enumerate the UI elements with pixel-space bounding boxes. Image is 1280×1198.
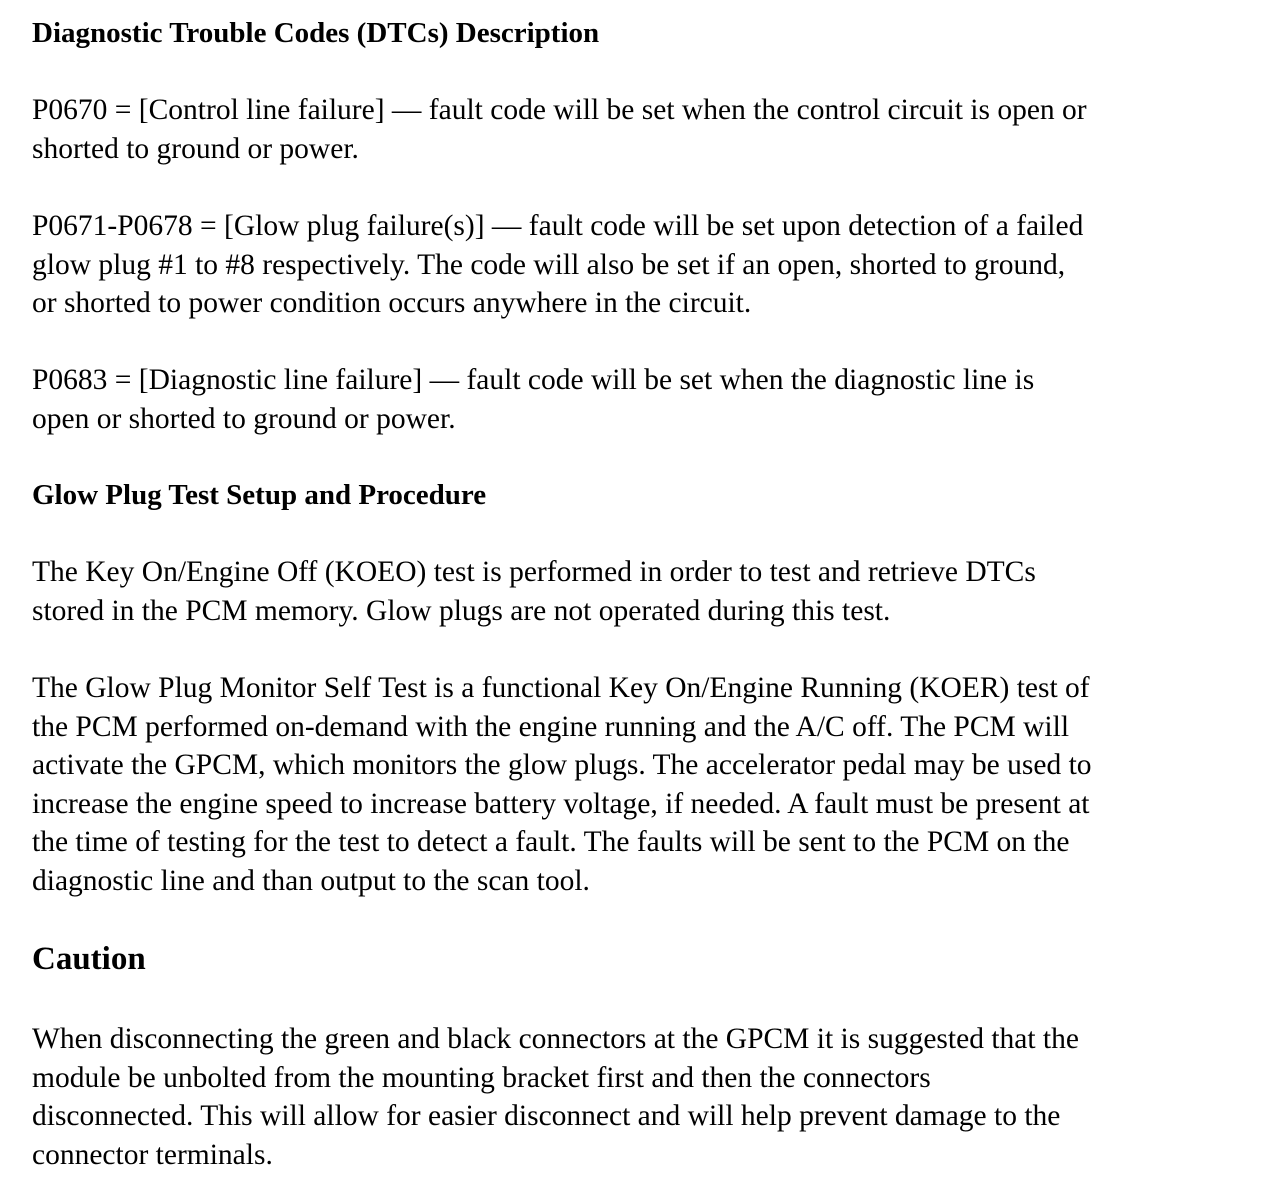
text-line: P0671-P0678 = [Glow plug failure(s)] — fault code will be set upon detection of a failed [32,210,1084,242]
p0683-description [32,361,1034,438]
text-line: open or shorted to ground or power. [32,402,456,435]
text-line: increase the engine speed to increase battery voltage, if needed. A fault must be present at [32,787,1090,820]
text-line: the time of testing for the test to detect a fault. The faults will be sent to the PCM on the [32,826,1070,858]
dtc-section-heading: Diagnostic Trouble Codes (DTCs) Description [32,17,600,49]
text-line: shorted to ground or power. [32,132,359,165]
p0670-description [32,91,1087,168]
text-line: connector terminals. [32,1138,273,1171]
text-line: The Key On/Engine Off (KOEO) test is performed in order to test and retrieve DTCs [32,556,1036,588]
text-line: or shorted to power condition occurs anywhere in the circuit. [32,287,752,319]
text-line: diagnostic line and than output to the scan tool. [32,864,590,897]
glow-plug-test-heading: Glow Plug Test Setup and Procedure [32,479,487,511]
caution-heading: Caution [32,941,146,977]
text-line: P0683 = [Diagnostic line failure] — fault code will be set when the diagnostic line is [32,364,1035,396]
text-line: activate the GPCM, which monitors the glow plugs. The accelerator pedal may be used to [32,749,1092,781]
text-line: P0670 = [Control line failure] — fault code will be set when the control circuit is open or [32,94,1087,126]
text-line: stored in the PCM memory. Glow plugs are not operated during this test. [32,594,891,627]
caution-paragraph [32,1020,1079,1174]
glow-plug-monitor-paragraph [32,669,1092,900]
text-line: the PCM performed on-demand with the engine running and the A/C off. The PCM will [32,710,1070,743]
p0671-p0678-description [32,207,1083,323]
text-line: glow plug #1 to #8 respectively. The code will also be set if an open, shorted to ground, [32,248,1066,281]
text-line: disconnected. This will allow for easier disconnect and will help prevent damage to the [32,1100,1061,1132]
text-line: module be unbolted from the mounting bracket first and then the connectors [32,1061,931,1094]
text-line: When disconnecting the green and black connectors at the GPCM it is suggested that the [32,1023,1079,1055]
text-line: The Glow Plug Monitor Self Test is a functional Key On/Engine Running (KOER) test of [32,672,1090,704]
koeo-test-paragraph [32,553,1036,630]
